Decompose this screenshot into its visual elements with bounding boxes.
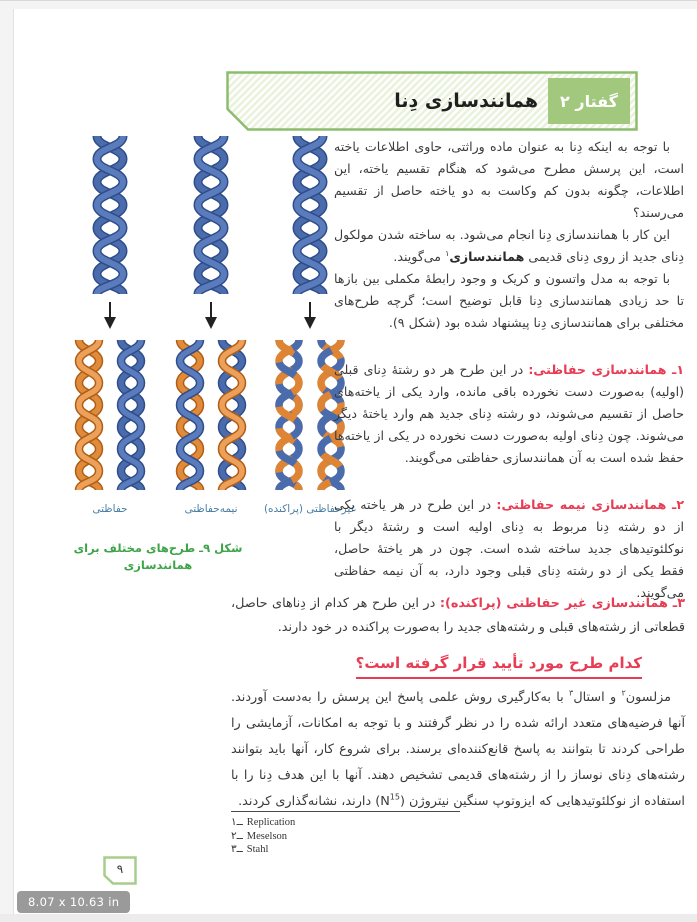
footnote-item: ۲ــ Meselson bbox=[231, 830, 288, 842]
daughter-helix-hybrid bbox=[216, 337, 248, 493]
term-replication: همانندسازی bbox=[449, 249, 525, 264]
footnote-divider bbox=[231, 811, 460, 812]
figure-label-conservative: حفاظتی bbox=[92, 503, 128, 515]
daughter-helix-all-old bbox=[115, 337, 147, 493]
parent-dna-helix-2 bbox=[191, 133, 231, 297]
arrow-down-icon bbox=[203, 302, 219, 329]
section-heading-semiconservative: ۲ـ همانندسازی نیمه حفاظتی: bbox=[496, 497, 684, 512]
footnote-marker-2: ۲ bbox=[621, 688, 626, 698]
footnote-item: ۱ــ Replication bbox=[231, 817, 296, 828]
figure-caption-line1: شکل ۹ـ طرح‌های مختلف برای bbox=[73, 541, 243, 555]
lesson-number-badge: گفتار ۲ bbox=[548, 78, 630, 124]
parent-dna-helix-3 bbox=[290, 133, 330, 297]
figure-label-dispersive: غیرحفاظتی (پراکنده) bbox=[263, 503, 357, 515]
footnote-marker-3: ۳ bbox=[569, 688, 574, 698]
daughter-helix-mixed bbox=[273, 337, 305, 493]
arrow-down-icon bbox=[102, 302, 118, 329]
paragraph-watson-crick: با توجه به مدل واتسون و کریک و وجود رابطهٔ مکملی بین بازها تا حد زیادی همانندسازی دِنا قابل توضیح است؛ گرچه طرح‌های مختلفی برای همانندسازی دِنا پیشنهاد شده بود (شکل ۹). bbox=[334, 271, 684, 330]
page-title: همانندسازی دِنا bbox=[394, 90, 538, 112]
paragraph-definition: این کار با همانندسازی دِنا انجام می‌شود. به ساخته شدن مولکول دِنای جدید از روی دِنای قدیمی همانندسازی$^۱$ می‌گویند. bbox=[334, 227, 684, 264]
figure-caption bbox=[58, 540, 258, 574]
lesson-banner bbox=[226, 71, 638, 131]
paragraph-intro: با توجه به اینکه دِنا به عنوان ماده وراثتی، حاوی اطلاعات یاخته است، این پرسش مطرح می‌شود که هنگام تقسیم یاخته، این اطلاعات، چگونه بدون کم وکاست به دو یاخته حاصل از تقسیم می‌رسند؟ bbox=[334, 139, 684, 220]
daughters-semiconservative bbox=[174, 337, 248, 493]
body-text-column bbox=[334, 136, 684, 604]
daughter-helix-all-new bbox=[73, 337, 105, 493]
page-number-badge bbox=[103, 856, 137, 885]
daughter-helix-hybrid bbox=[174, 337, 206, 493]
footnote-marker-1: ۱ bbox=[445, 248, 450, 258]
section-heading-dispersive: ۳ـ همانندسازی غیر حفاظتی (پراکنده): bbox=[439, 596, 685, 611]
figure-caption-line2: همانندسازی bbox=[123, 558, 193, 572]
question-heading: کدام طرح مورد تأیید قرار گرفته است؟ bbox=[356, 653, 642, 679]
daughters-conservative bbox=[73, 337, 147, 493]
section-conservative: ۱ـ همانندسازی حفاظتی: در این طرح هر دو رشتهٔ دِنای قبلی (اولیه) به‌صورت دست نخورده باقی مانده، وارد یکی از یاخته‌های حاصل از تقسیم می‌شوند، دو رشته دِنای جدید هم وارد یاختهٔ دیگر می‌شوند. چون دِنای اولیه به‌صورت دست نخورده در یکی از یاخته‌ها حفظ شده است به آن همانندسازی حفاظتی می‌گویند. bbox=[334, 362, 684, 465]
page-size-tooltip: 8.07 x 10.63 in bbox=[17, 891, 130, 913]
figure-label-semiconservative: نیمه‌حفاظتی bbox=[184, 503, 238, 515]
isotope-notation: $(N^{15})$ bbox=[375, 792, 405, 809]
section-semiconservative: ۲ـ همانندسازی نیمه حفاظتی: در این طرح در هر یاخته یکی از دو رشته دِنا مربوط به دِنای اولیه است و رشتهٔ دیگر با نوکلئوتیدهای جدید ساخته شده است. چون در هر یاختهٔ حاصل، فقط یکی از دو رشته دِنای قبلی وجود دارد، به آن نیمه حفاظتی می‌گویند. bbox=[334, 497, 684, 600]
page-number: ۹ bbox=[116, 862, 124, 876]
arrow-down-icon bbox=[302, 302, 318, 329]
footnotes bbox=[231, 816, 295, 857]
paragraph-meselson-stahl: مزلسون$^۲$ و استال$^۳$ با به‌کارگیری روش علمی پاسخ این پرسش را به‌دست آوردند. آنها فرضیه‌های متعدد ارائه شده را در نظر گرفتند و با توجه به امکانات، آزمایشی را طراحی کردند تا بتوانند به پاسخ قانع‌کننده‌ای برسند. برای شروع کار، آنها باید بتوانند رشته‌های دِنای نوساز را از رشته‌های قدیمی تشخیص دهند. آنها با این هدف دِنا را با استفاده از نوکلئوتیدهایی که ایزوتوپ سنگین نیتروژن $(N^{15})$ دارند، نشانه‌گذاری کردند. bbox=[231, 688, 685, 809]
parent-dna-helix-1 bbox=[90, 133, 130, 297]
textbook-page bbox=[13, 9, 697, 915]
section-heading-conservative: ۱ـ همانندسازی حفاظتی: bbox=[528, 362, 684, 377]
footnote-item: ۳ــ Stahl bbox=[231, 844, 269, 855]
section-dispersive: ۳ـ همانندسازی غیر حفاظتی (پراکنده): در این طرح هر کدام از دِناهای حاصل، قطعاتی از رشته‌های قبلی و رشته‌های جدید را به‌صورت پراکنده در خود دارند. bbox=[231, 596, 685, 635]
